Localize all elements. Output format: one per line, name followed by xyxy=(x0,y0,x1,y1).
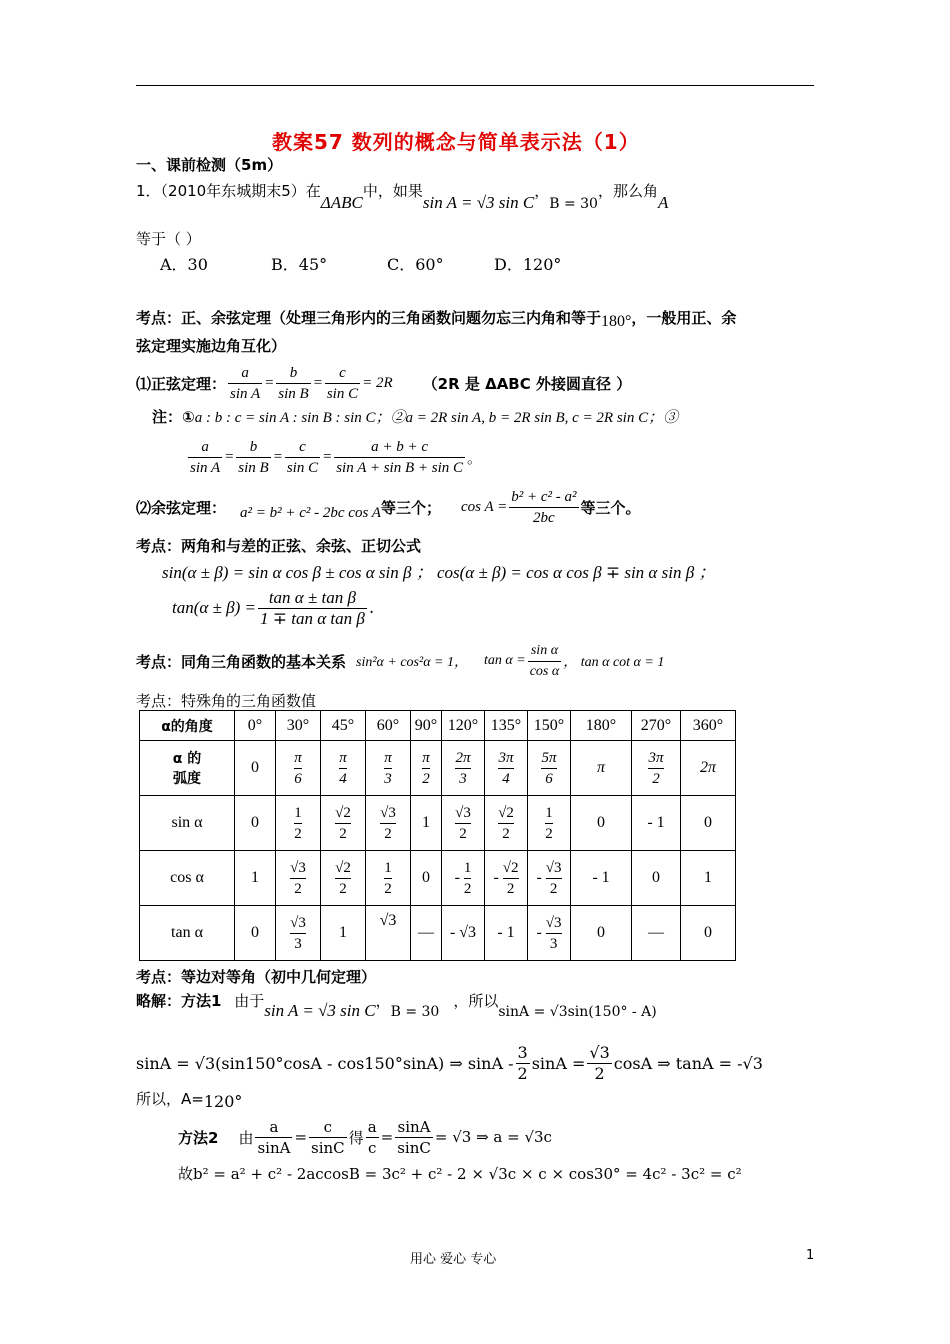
sin-cell: 0 xyxy=(235,796,276,851)
tan-cell: — xyxy=(411,906,442,961)
q1-tail: ，那么角 xyxy=(597,182,658,200)
q1-angle-a: A xyxy=(657,193,669,212)
sol-b-tail: cosA ⇒ tanA = -√3 xyxy=(613,1053,763,1073)
m2-get: 得 xyxy=(348,1128,364,1147)
solution-1-line2: sinA = √3(sin150°cosA - cos150°sinA) ⇒ sinA - $\frac{3}{2}$ sinA = $\frac{√3}{2}$ cosA ⇒ tanA = -√3 xyxy=(136,1042,763,1083)
cos-cell: 1 xyxy=(681,851,736,906)
table-row-degrees xyxy=(140,711,736,741)
q1-b30: B = 30 xyxy=(549,196,598,212)
rad-cell: 2π xyxy=(681,741,736,796)
tan-cell: 1 xyxy=(321,906,366,961)
tan-header: tan α xyxy=(140,906,235,961)
table-row-tan xyxy=(140,906,736,961)
deg-cell: 0° xyxy=(235,711,276,741)
rad-cell: π xyxy=(571,741,632,796)
q1-mid: 中，如果 xyxy=(362,182,423,200)
sum-formulas: sin(α ± β) = sin α cos β ± cos α sin β ； cos(α ± β) = cos α cos β ∓ sin α sin β ； xyxy=(162,563,716,582)
solution-2-line2: 故b² = a² + c² - 2accosB = 3c² + c² - 2 × √3c × c × cos30° = 4c² - 3c² = c² xyxy=(178,1165,742,1183)
kd1-degree: 180° xyxy=(601,313,632,330)
rad-header: α 的 弧度 xyxy=(140,741,235,796)
sine-eq-2r: = 2R xyxy=(362,374,393,391)
cos-eq-2-left: cos A = xyxy=(460,498,508,515)
kd1-line2: 弦定理实施边角互化） xyxy=(136,337,287,355)
sol-a2: sin A = √3 sin C xyxy=(264,1001,376,1020)
rad-cell: $\frac{2\pi}{3}$ xyxy=(442,741,485,796)
sin-cell: $\frac{1}{2}$ xyxy=(276,796,321,851)
cos-cell: - $\frac{1}{2}$ xyxy=(442,851,485,906)
sine-label: ⑴正弦定理： xyxy=(136,374,227,393)
cosine-law xyxy=(136,482,641,532)
note-3-tail: 。 xyxy=(467,448,483,467)
kaodian-2: 考点：两角和与差的正弦、余弦、正切公式 xyxy=(136,537,422,555)
sine-frac-a: $\frac{a}{\text{sin A}}$ xyxy=(230,364,261,402)
tan-cell: - 1 xyxy=(485,906,528,961)
sol-a4: B = 30 xyxy=(390,1004,440,1020)
table-row-radians xyxy=(140,741,736,796)
sin-cell: - 1 xyxy=(632,796,681,851)
kd3-text: 考点：同角三角函数的基本关系 xyxy=(136,652,347,671)
tan-cell: — xyxy=(632,906,681,961)
note-label: 注：① xyxy=(152,408,195,426)
sine-notes xyxy=(152,406,678,427)
rad-cell: $\frac{3\pi}{4}$ xyxy=(485,741,528,796)
cos-cell: $\frac{1}{2}$ xyxy=(366,851,411,906)
cos-mid: 等三个； xyxy=(380,498,441,517)
page-title: 教案57 数列的概念与简单表示法（1） xyxy=(272,130,640,154)
note-1-2: a : b : c = sin A : sin B : sin C；②a = 2R sin A, b = 2R sin B, c = 2R sin C；③ xyxy=(194,410,679,426)
sin-cell: $\frac{√2}{2}$ xyxy=(485,796,528,851)
kaodian-5: 考点：等边对等角（初中几何定理） xyxy=(136,968,377,986)
m2-tail: = √3 ⇒ a = √3c xyxy=(434,1128,552,1146)
kd3-eq-3: ， tan α cot α = 1 xyxy=(563,655,665,670)
tan-cell: - √3 xyxy=(442,906,485,961)
deg-cell: 180° xyxy=(571,711,632,741)
q1-prefix: 1．（2010年东城期末5）在 xyxy=(136,182,321,200)
cos-cell: 1 xyxy=(235,851,276,906)
sin-cell: $\frac{√3}{2}$ xyxy=(366,796,411,851)
table-row-sin xyxy=(140,796,736,851)
cos-tail: 等三个。 xyxy=(580,498,641,517)
sol-a6: sinA = √3sin(150° - A) xyxy=(498,1004,657,1020)
sin-header: sin α xyxy=(140,796,235,851)
rad-cell: $\frac{\pi}{4}$ xyxy=(321,741,366,796)
sol-b: sinA = √3(sin150°cosA - cos150°sinA) ⇒ sinA - xyxy=(136,1053,514,1073)
cos-cell: - $\frac{√3}{2}$ xyxy=(528,851,571,906)
deg-cell: 150° xyxy=(528,711,571,741)
sol-a5: ，所以 xyxy=(453,992,499,1010)
kd1-tail: ，一般用正、余 xyxy=(631,309,737,327)
solution-1 xyxy=(136,990,657,1020)
page-number: 1 xyxy=(806,1248,815,1263)
solution-2: 方法2 由 $\frac{a}{\sin A}$ = $\frac{c}{\sin C}$ 得 $\frac{a}{c}$ = $\frac{\sin A}{\sin C}$ = √3 ⇒ a = √3c xyxy=(178,1117,552,1157)
cos-cell: $\frac{√2}{2}$ xyxy=(321,851,366,906)
q1-option-c: C．60° xyxy=(387,255,444,274)
deg-header: α的角度 xyxy=(140,711,235,741)
tan-cell: - $\frac{√3}{3}$ xyxy=(528,906,571,961)
kaodian-3: 考点：同角三角函数的基本关系 sin²α + cos²α = 1， tan α = $\frac{\text{sin α}}{\text{cos α}}$ ， tan α cot α = 1 xyxy=(136,642,665,679)
kd3-eq-1: sin²α + cos²α = 1， xyxy=(356,655,469,670)
q1-triangle: ΔABC xyxy=(320,193,363,212)
cos-header: cos α xyxy=(140,851,235,906)
deg-cell: 45° xyxy=(321,711,366,741)
tan-formula: tan(α ± β) = $\frac{\text{tan α ± tan β}}{\text{1 ∓ tan α tan β}}$ . xyxy=(172,587,375,628)
cos-cell: - $\frac{√2}{2}$ xyxy=(485,851,528,906)
cos-eq-1: a² = b² + c² - 2bc cos A xyxy=(240,504,381,521)
sin-cell: 0 xyxy=(681,796,736,851)
deg-cell: 120° xyxy=(442,711,485,741)
sin-cell: $\frac{1}{2}$ xyxy=(528,796,571,851)
sin-cell: 1 xyxy=(411,796,442,851)
sol-c-val: 120° xyxy=(203,1092,243,1111)
tan-cell: √3 xyxy=(366,906,411,961)
sol-b-mid: sinA = xyxy=(531,1053,586,1073)
kd3-eq-2: tan α = xyxy=(484,653,526,668)
cos-cell: 0 xyxy=(632,851,681,906)
q1-option-a: A．30 xyxy=(160,255,208,274)
sol-label: 略解：方法1 xyxy=(136,992,222,1010)
tan-cell: 0 xyxy=(681,906,736,961)
top-rule xyxy=(136,85,814,86)
tan-cell: 0 xyxy=(571,906,632,961)
cos-cell: $\frac{√3}{2}$ xyxy=(276,851,321,906)
tan-cell: $\frac{√3}{3}$ xyxy=(276,906,321,961)
deg-cell: 60° xyxy=(366,711,411,741)
trig-values-table xyxy=(139,710,736,961)
table-row-cos xyxy=(140,851,736,906)
q1-option-b: B．45° xyxy=(271,255,328,274)
sol-c: 所以，A= xyxy=(136,1090,204,1108)
rad-cell: $\frac{\pi}{6}$ xyxy=(276,741,321,796)
section-heading: 一、课前检测（5m） xyxy=(136,156,283,174)
sine-law: ⑴正弦定理： $\frac{a}{\text{sin A}}$ = $\frac{b}{\text{sin B}}$ = $\frac{c}{\text{sin C}}$ = 2R （2R 是 ΔABC 外接圆直径 ） xyxy=(136,364,632,402)
tan-cell: 0 xyxy=(235,906,276,961)
deg-cell: 270° xyxy=(632,711,681,741)
m2-label: 方法2 xyxy=(178,1128,219,1147)
q1-condition: sin A = √3 sin C xyxy=(422,193,535,212)
sin-cell: $\frac{√2}{2}$ xyxy=(321,796,366,851)
deg-cell: 30° xyxy=(276,711,321,741)
page-footer: 用心 爱心 专心 xyxy=(410,1252,497,1267)
solution-1-result xyxy=(136,1088,242,1109)
rad-cell: $\frac{5\pi}{6}$ xyxy=(528,741,571,796)
rad-cell: $\frac{3\pi}{2}$ xyxy=(632,741,681,796)
q1-line2: 等于（ ） xyxy=(136,230,201,248)
sine-frac-b: $\frac{b}{\text{sin B}}$ xyxy=(278,364,309,402)
cos-label: ⑵余弦定理： xyxy=(136,498,227,517)
cos-cell: 0 xyxy=(411,851,442,906)
kd1-text: 考点：正、余弦定理（处理三角形内的三角函数问题勿忘三内角和等于 xyxy=(136,309,602,327)
sine-note: （2R 是 ΔABC 外接圆直径 ） xyxy=(422,374,632,393)
deg-cell: 135° xyxy=(485,711,528,741)
sol-a1: 由于 xyxy=(234,992,265,1010)
kaodian-1 xyxy=(136,307,736,328)
question-1 xyxy=(136,180,669,212)
rad-cell: $\frac{\pi}{3}$ xyxy=(366,741,411,796)
sol-a3: ， xyxy=(375,992,391,1010)
sin-cell: 0 xyxy=(571,796,632,851)
note-3: $\frac{a}{\text{sin A}}$ = $\frac{b}{\text{sin B}}$ = $\frac{c}{\text{sin C}}$ = $\frac{a + b + c}{\text{sin A + sin B + sin C}}$ 。 xyxy=(190,438,483,476)
m2-a: 由 xyxy=(238,1128,254,1147)
cos-eq-2-frac: $\frac{\text{b² + c² - a²}}{2bc}$ xyxy=(511,488,577,526)
tan-left: tan(α ± β) = xyxy=(172,598,256,617)
deg-cell: 90° xyxy=(411,711,442,741)
kaodian-4: 考点：特殊角的三角函数值 xyxy=(136,692,317,710)
sine-frac-c: $\frac{c}{\text{sin C}}$ xyxy=(326,364,359,402)
rad-cell: $\frac{\pi}{2}$ xyxy=(411,741,442,796)
rad-cell: 0 xyxy=(235,741,276,796)
sin-cell: $\frac{√3}{2}$ xyxy=(442,796,485,851)
q1-comma: ， xyxy=(534,182,550,200)
q1-option-d: D．120° xyxy=(494,255,562,274)
deg-cell: 360° xyxy=(681,711,736,741)
cos-cell: - 1 xyxy=(571,851,632,906)
